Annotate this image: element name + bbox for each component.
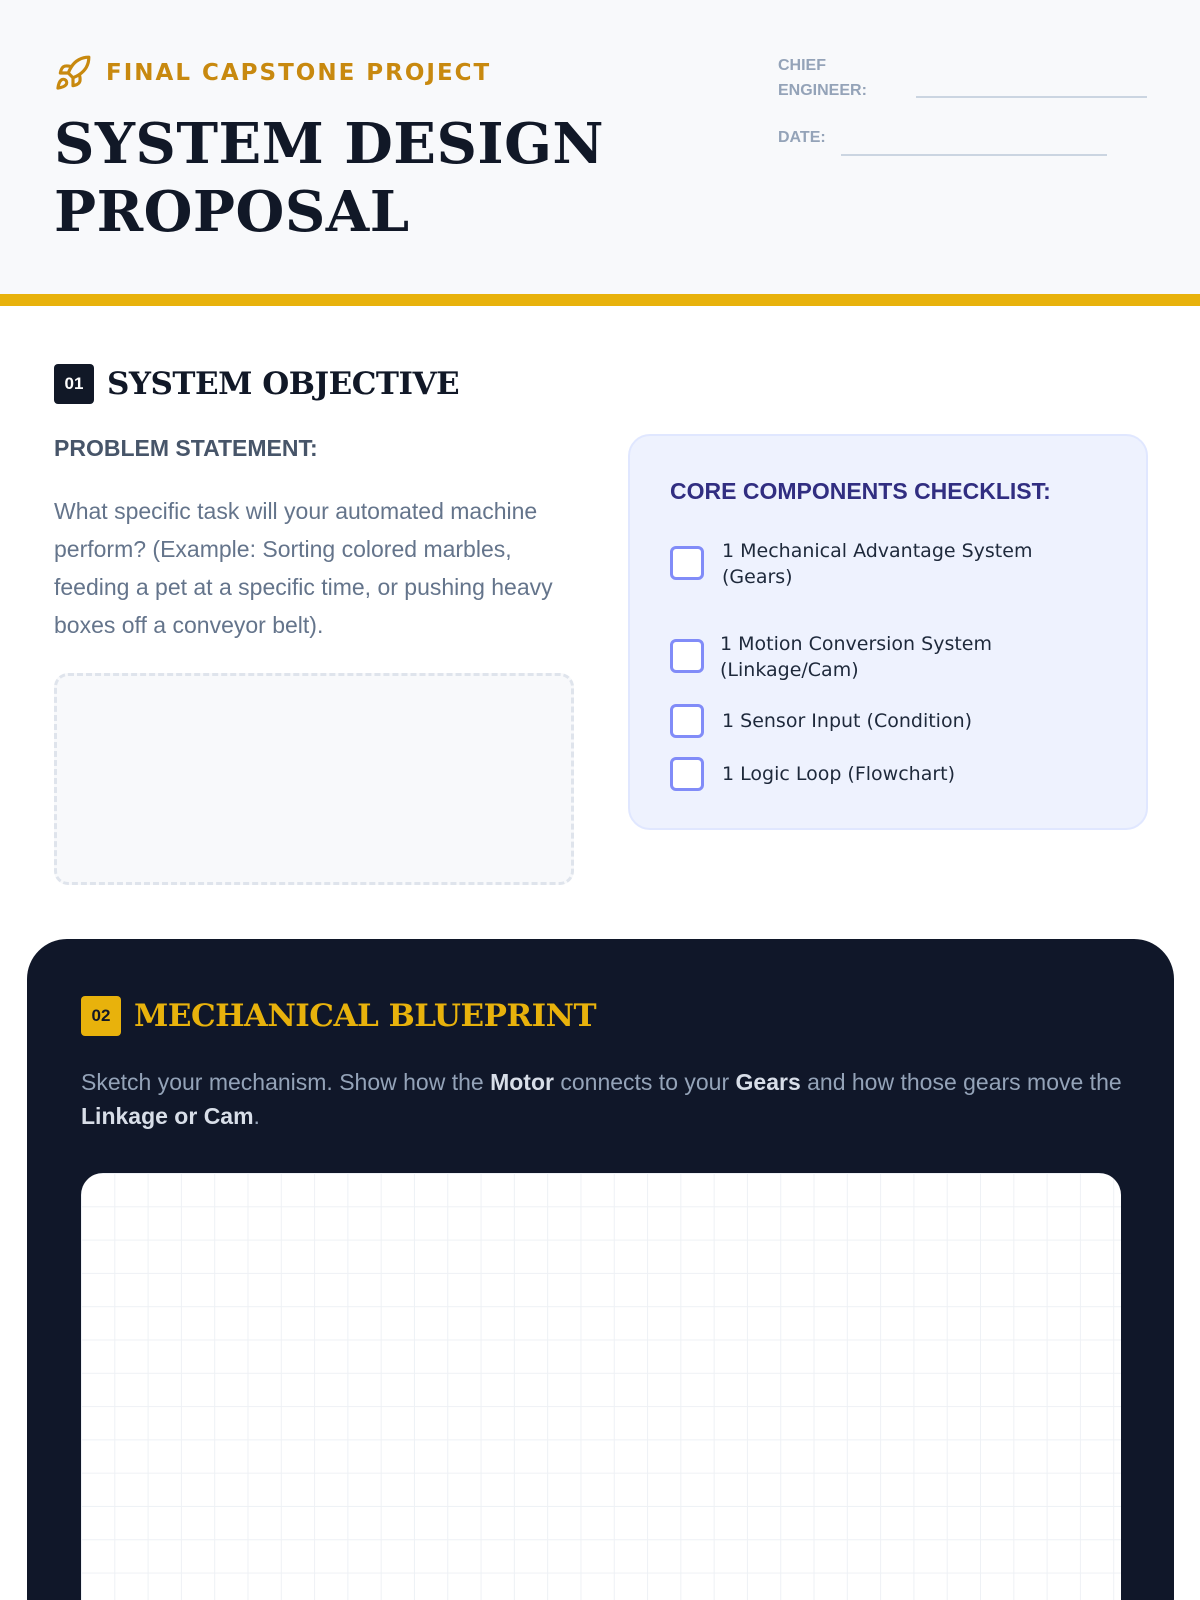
title-line-1: SYSTEM DESIGN [54,111,605,177]
title-line-2: PROPOSAL [54,179,410,245]
section-1-badge: 01 [54,364,94,404]
checklist-item[interactable] [670,704,1052,738]
desc-emphasis-gears: Gears [735,1069,801,1095]
kicker-label: FINAL CAPSTONE PROJECT [106,60,492,86]
desc-text: Sketch your mechanism. Show how the [81,1069,491,1095]
project-kicker [54,54,491,92]
problem-statement-prompt: What specific task will your automated machine perform? (Example: Sorting colored marbles, feeding a pet at a specific time, or pushing heavy boxes off a conveyor belt). [54,498,553,638]
desc-emphasis-linkage: Linkage or Cam [81,1103,254,1129]
chief-engineer-field[interactable] [916,96,1147,98]
chief-engineer-label-line2: ENGINEER: [778,82,867,99]
checklist-item-label: 1 Mechanical Advantage System (Gears) [722,540,1033,588]
blueprint-instructions [81,1065,1131,1133]
checklist-item[interactable] [670,538,1052,590]
section-2-title: MECHANICAL BLUEPRINT [134,998,597,1034]
header [0,0,1200,294]
header-accent-rule [0,294,1200,306]
desc-text: connects to your [553,1069,736,1095]
desc-text: and how those gears move the [800,1069,1122,1095]
checklist-title: CORE COMPONENTS CHECKLIST: [670,478,1051,504]
rocket-icon [54,54,92,92]
checklist-item-label: 1 Motion Conversion System (Linkage/Cam) [720,633,992,681]
date-label: DATE: [778,129,826,146]
date-field[interactable] [841,154,1107,156]
desc-text: . [253,1103,260,1129]
core-components-checklist [628,434,1148,830]
checkbox[interactable] [670,757,704,791]
problem-statement-label: PROBLEM STATEMENT: [54,435,318,461]
page-title [54,110,674,246]
checklist-item-label: 1 Logic Loop (Flowchart) [722,763,956,785]
problem-statement-answer-box[interactable] [54,673,574,885]
chief-engineer-label-line1: CHIEF [778,57,826,74]
checkbox[interactable] [670,639,704,673]
checklist-item[interactable] [670,757,1052,791]
desc-emphasis-motor: Motor [490,1069,554,1095]
blueprint-sketch-grid[interactable] [81,1173,1121,1600]
chief-engineer-label [778,53,867,103]
checklist-item-label: 1 Sensor Input (Condition) [722,710,973,732]
checklist-item[interactable] [670,631,1050,683]
checkbox[interactable] [670,704,704,738]
section-2-badge: 02 [81,996,121,1036]
checkbox[interactable] [670,546,704,580]
section-1-title: SYSTEM OBJECTIVE [107,366,460,402]
